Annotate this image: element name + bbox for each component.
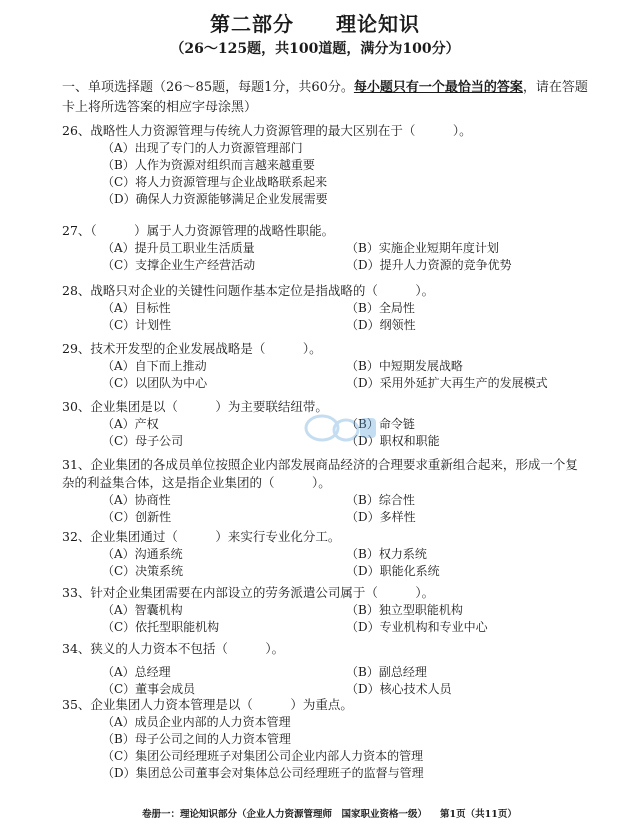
option-c: （C）集团公司经理班子对集团公司企业内部人力资本的管理 bbox=[102, 749, 424, 763]
option-d: （D）核心技术人员 bbox=[346, 682, 452, 696]
page-subtitle: （26～125题，共100道题，满分为100分） bbox=[170, 41, 460, 57]
option-d: （D）确保人力资源能够满足企业发展需要 bbox=[102, 192, 328, 206]
question-stem: 30、企业集团是以（ ）为主要联结纽带。 bbox=[62, 399, 328, 414]
option-c: （C）将人力资源管理与企业战略联系起来 bbox=[102, 175, 328, 189]
option-b: （B）综合性 bbox=[346, 493, 415, 507]
footer-page-number: 第1页（共11页） bbox=[440, 809, 517, 820]
option-a: （A）总经理 bbox=[102, 665, 171, 679]
option-c: （C）董事会成员 bbox=[102, 682, 196, 696]
section-emphasis: 每小题只有一个最恰当的答案 bbox=[353, 80, 523, 95]
section-prefix: 一、单项选择题（26～85题，每题1分，共60分。 bbox=[62, 80, 354, 95]
question-32 bbox=[62, 528, 602, 580]
option-d: （D）专业机构和专业中心 bbox=[346, 620, 488, 634]
footer-left: 卷册一：理论知识部分（企业人力资源管理师 国家职业资格一级） bbox=[142, 809, 428, 820]
section-suffix: ，请在答题卡上将所选答案的相应字母涂黑） bbox=[62, 80, 588, 115]
option-b: （B）人作为资源对组织而言越来越重要 bbox=[102, 158, 315, 172]
option-d: （D）集团总公司董事会对集体总公司经理班子的监督与管理 bbox=[102, 766, 424, 780]
question-28 bbox=[62, 282, 602, 334]
option-c: （C）决策系统 bbox=[102, 564, 184, 578]
option-a: （A）提升员工职业生活质量 bbox=[102, 241, 255, 255]
option-c: （C）支撑企业生产经营活动 bbox=[102, 258, 256, 272]
option-d: （D）多样性 bbox=[346, 510, 416, 524]
option-b: （B）命令链 bbox=[346, 417, 415, 431]
question-stem: 33、针对企业集团需要在内部设立的劳务派遣公司属于（ ）。 bbox=[62, 585, 435, 600]
watermark-logo-icon bbox=[300, 408, 380, 448]
option-b: （B）副总经理 bbox=[346, 665, 427, 679]
option-b: （B）权力系统 bbox=[346, 547, 427, 561]
option-c: （C）依托型职能机构 bbox=[102, 620, 220, 634]
option-a: （A）自下而上推动 bbox=[102, 359, 207, 373]
option-a: （A）成员企业内部的人力资本管理 bbox=[102, 715, 291, 729]
question-stem: 32、企业集团通过（ ）来实行专业化分工。 bbox=[62, 529, 341, 544]
option-c: （C）以团队为中心 bbox=[102, 376, 208, 390]
option-b: （B）全局性 bbox=[346, 301, 415, 315]
question-stem: 28、战略只对企业的关键性问题作基本定位是指战略的（ ）。 bbox=[62, 283, 435, 298]
section-instructions bbox=[62, 78, 592, 118]
question-26 bbox=[62, 122, 602, 208]
option-b: （B）母子公司之间的人力资本管理 bbox=[102, 732, 291, 746]
question-stem: 31、企业集团的各成员单位按照企业内部发展商品经济的合理要求重新组合起来，形成一个复杂的利益集合体，这是指企业集团的（ ）。 bbox=[62, 457, 578, 490]
option-b: （B）独立型职能机构 bbox=[346, 603, 463, 617]
option-a: （A）目标性 bbox=[102, 301, 171, 315]
option-b: （B）实施企业短期年度计划 bbox=[346, 241, 499, 255]
question-31 bbox=[62, 456, 590, 526]
option-a: （A）产权 bbox=[102, 417, 159, 431]
option-d: （D）纲领性 bbox=[346, 318, 416, 332]
question-29 bbox=[62, 340, 602, 392]
option-c: （C）计划性 bbox=[102, 318, 172, 332]
question-35 bbox=[62, 696, 602, 782]
option-c: （C）母子公司 bbox=[102, 434, 184, 448]
option-a: （A）协商性 bbox=[102, 493, 171, 507]
page-title: 第二部分 理论知识 bbox=[210, 12, 420, 36]
question-stem: 27、（ ）属于人力资源管理的战略性职能。 bbox=[62, 223, 335, 238]
option-d: （D）采用外延扩大再生产的发展模式 bbox=[346, 376, 548, 390]
question-27 bbox=[62, 222, 602, 274]
option-b: （B）中短期发展战略 bbox=[346, 359, 463, 373]
option-c: （C）创新性 bbox=[102, 510, 172, 524]
option-a: （A）沟通系统 bbox=[102, 547, 183, 561]
question-stem: 35、企业集团人力资本管理是以（ ）为重点。 bbox=[62, 697, 353, 712]
question-stem: 29、技术开发型的企业发展战略是（ ）。 bbox=[62, 341, 322, 356]
question-34 bbox=[62, 640, 602, 698]
option-a: （A）智囊机构 bbox=[102, 603, 183, 617]
option-d: （D）职权和职能 bbox=[346, 434, 440, 448]
question-33 bbox=[62, 584, 602, 636]
question-stem: 34、狭义的人力资本不包括（ ）。 bbox=[62, 641, 285, 656]
question-stem: 26、战略性人力资源管理与传统人力资源管理的最大区别在于（ ）。 bbox=[62, 123, 472, 138]
option-d: （D）提升人力资源的竞争优势 bbox=[346, 258, 512, 272]
option-a: （A）出现了专门的人力资源管理部门 bbox=[102, 141, 303, 155]
option-d: （D）职能化系统 bbox=[346, 564, 440, 578]
